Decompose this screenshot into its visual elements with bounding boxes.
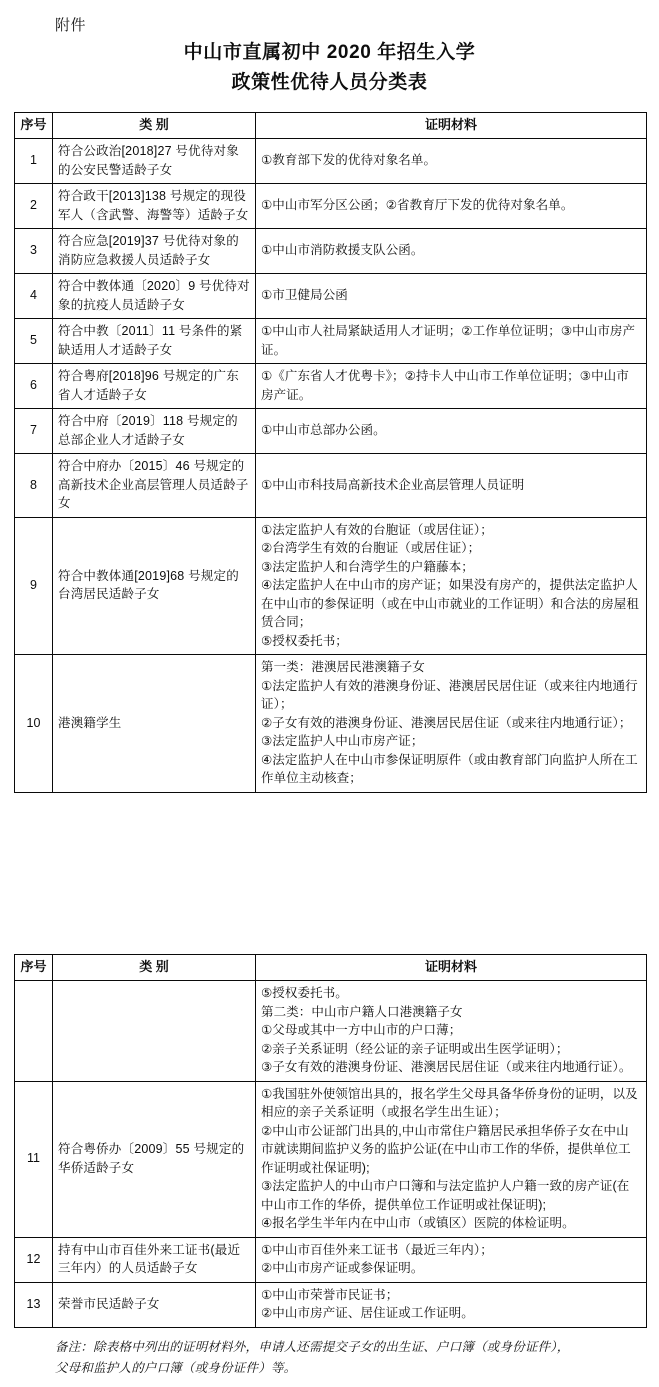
row-proof-materials (256, 1237, 647, 1282)
table-row (15, 274, 647, 319)
row-category: 符合应急[2019]37 号优待对象的消防应急救援人员适龄子女 (53, 229, 256, 274)
proof-line: ③法定监护人和台湾学生的户籍藤本； (261, 559, 474, 574)
row-category: 港澳籍学生 (53, 655, 256, 793)
table-one (14, 112, 647, 793)
row-category: 符合中府〔2019〕118 号规定的总部企业人才适龄子女 (53, 409, 256, 454)
row-category: 符合公政治[2018]27 号优待对象的公安民警适龄子女 (53, 139, 256, 184)
proof-line: ③法定监护人中山市房产证； (261, 734, 424, 748)
row-category: 符合政干[2013]138 号规定的现役军人（含武警、海警等）适龄子女 (53, 184, 256, 229)
row-number: 4 (15, 274, 53, 319)
proof-line: ⑤授权委托书； (261, 633, 348, 648)
proof-line: ⑤授权委托书。 (261, 986, 348, 1000)
table-row (15, 319, 647, 364)
classification-table-part-1 (14, 112, 647, 793)
row-number: 7 (15, 409, 53, 454)
proof-line: ②中山市房产证或参保证明。 (261, 1261, 424, 1275)
table-row (15, 184, 647, 229)
row-number: 3 (15, 229, 53, 274)
row-number: 5 (15, 319, 53, 364)
table-row (15, 409, 647, 454)
row-category: 符合中府办〔2015〕46 号规定的高新技术企业高层管理人员适龄子女 (53, 454, 256, 518)
proof-line: ②亲子关系证明（经公证的亲子证明或出生医学证明）； (261, 1041, 569, 1056)
proof-line: ②中山市公证部门出具的,中山市常住户籍居民承担华侨子女在中山市就读期间监护义务的监护公证(在中山市工作的华侨，提供单位工作证明或社保证明); (261, 1123, 631, 1175)
table-row (15, 1282, 647, 1327)
footnote-line-1: 备注：除表格中列出的证明材料外，申请人还需提交子女的出生证、户口簿（或身份证件）， (55, 1340, 570, 1354)
proof-line: ②子女有效的港澳身份证、港澳居民居住证（或来往内地通行证）； (261, 715, 632, 730)
row-category: 符合中教体通〔2020〕9 号优待对象的抗疫人员适龄子女 (53, 274, 256, 319)
title-line-1: 中山市直属初中 2020 年招生入学 (183, 42, 476, 63)
table-row (15, 454, 647, 518)
classification-table-part-2 (14, 954, 647, 1328)
row-category: 持有中山市百佳外来工证书(最近三年内）的人员适龄子女 (53, 1237, 256, 1282)
row-proof-materials (256, 364, 647, 409)
table-row (15, 1237, 647, 1282)
row-number: 11 (15, 1081, 53, 1237)
row-category: 符合中教〔2011〕11 号条件的紧缺适用人才适龄子女 (53, 319, 256, 364)
column-header-proof: 证明材料 (256, 113, 647, 139)
page-title (0, 38, 659, 98)
row-number: 10 (15, 655, 53, 793)
table-row (15, 364, 647, 409)
proof-line: ①父母或其中一方中山市的户口薄； (261, 1023, 462, 1037)
row-number: 2 (15, 184, 53, 229)
row-proof-materials (256, 184, 647, 229)
proof-line: ③法定监护人的中山市户口簿和与法定监护人户籍一致的房产证(在中山市工作的华侨，提供单位工作证明或社保证明); (261, 1179, 630, 1212)
proof-line: ④法定监护人在中山市的房产证；如果没有房产的，提供法定监护人在中山市的参保证明（或在中山市就业的工作证明）和合法的房屋租赁合同； (261, 578, 640, 629)
row-number: 8 (15, 454, 53, 518)
row-proof-materials (256, 454, 647, 518)
proof-line: ①中山市科技局高新技术企业高层管理人员证明 (261, 477, 525, 492)
row-proof-materials (256, 1081, 647, 1237)
row-proof-materials (256, 655, 647, 793)
row-number (15, 981, 53, 1082)
proof-line: ①教育部下发的优待对象名单。 (261, 153, 437, 168)
proof-line: ①我国驻外使领馆出具的，报名学生父母具备华侨身份的证明，以及相应的亲子关系证明（或报名学生出生证）； (261, 1086, 638, 1119)
proof-line: ①中山市军分区公函；②省教育厅下发的优待对象名单。 (261, 198, 574, 213)
row-number: 6 (15, 364, 53, 409)
table-row (15, 229, 647, 274)
footnote (55, 1337, 635, 1379)
row-category: 符合粤府[2018]96 号规定的广东省人才适龄子女 (53, 364, 256, 409)
row-category: 符合粤侨办〔2009〕55 号规定的华侨适龄子女 (53, 1081, 256, 1237)
table-header-row (15, 113, 647, 139)
table-row (15, 981, 647, 1082)
row-category: 符合中教体通[2019]68 号规定的台湾居民适龄子女 (53, 517, 256, 655)
column-header-no: 序号 (15, 113, 53, 139)
row-proof-materials (256, 409, 647, 454)
column-header-category: 类 别 (53, 113, 256, 139)
table-row (15, 517, 647, 655)
column-header-proof: 证明材料 (256, 955, 647, 981)
proof-line: ①《广东省人才优粤卡》；②持卡人中山市工作单位证明；③中山市房产证。 (261, 369, 629, 402)
row-proof-materials (256, 229, 647, 274)
proof-line: ①中山市百佳外来工证书（最近三年内）； (261, 1242, 493, 1257)
proof-line: ①中山市荣誉市民证书； (261, 1287, 399, 1302)
row-proof-materials (256, 319, 647, 364)
proof-line: ④报名学生半年内在中山市（或镇区）医院的体检证明。 (261, 1216, 575, 1230)
proof-line: ①法定监护人有效的台胞证（或居住证）； (261, 522, 493, 537)
row-number: 9 (15, 517, 53, 655)
row-category (53, 981, 256, 1082)
table-header-row (15, 955, 647, 981)
proof-line: ①中山市总部办公函。 (261, 423, 386, 438)
attachment-label: 附件 (55, 18, 87, 34)
row-number: 13 (15, 1282, 53, 1327)
footnote-line-2: 父母和监护人的户口簿（或身份证件）等。 (55, 1361, 297, 1375)
title-line-2: 政策性优待人员分类表 (231, 72, 428, 93)
row-proof-materials (256, 1282, 647, 1327)
row-category: 荣誉市民适龄子女 (53, 1282, 256, 1327)
proof-line: ①市卫健局公函 (261, 288, 348, 303)
proof-line: ④法定监护人在中山市参保证明原件（或由教育部门向监护人所在工作单位主动核查； (261, 752, 638, 785)
row-proof-materials (256, 139, 647, 184)
proof-line: ①法定监护人有效的港澳身份证、港澳居民居住证（或来往内地通行证）； (261, 678, 638, 711)
proof-line: ③子女有效的港澳身份证、港澳居民居住证（或来往内地通行证）。 (261, 1060, 632, 1074)
proof-line: 第二类：中山市户籍人口港澳籍子女 (261, 1004, 463, 1019)
proof-line: ①中山市消防救援支队公函。 (261, 243, 424, 258)
proof-line: ①中山市人社局紧缺适用人才证明；②工作单位证明；③中山市房产证。 (261, 324, 636, 357)
proof-line: 第一类：港澳居民港澳籍子女 (261, 660, 425, 674)
table-row (15, 1081, 647, 1237)
proof-line: ②中山市房产证、居住证或工作证明。 (261, 1306, 474, 1320)
row-number: 12 (15, 1237, 53, 1282)
row-proof-materials (256, 274, 647, 319)
table-row (15, 655, 647, 793)
proof-line: ②台湾学生有效的台胞证（或居住证）； (261, 541, 481, 555)
table-row (15, 139, 647, 184)
row-proof-materials (256, 517, 647, 655)
table-two (14, 954, 647, 1328)
row-proof-materials (256, 981, 647, 1082)
column-header-no: 序号 (15, 955, 53, 981)
column-header-category: 类 别 (53, 955, 256, 981)
row-number: 1 (15, 139, 53, 184)
